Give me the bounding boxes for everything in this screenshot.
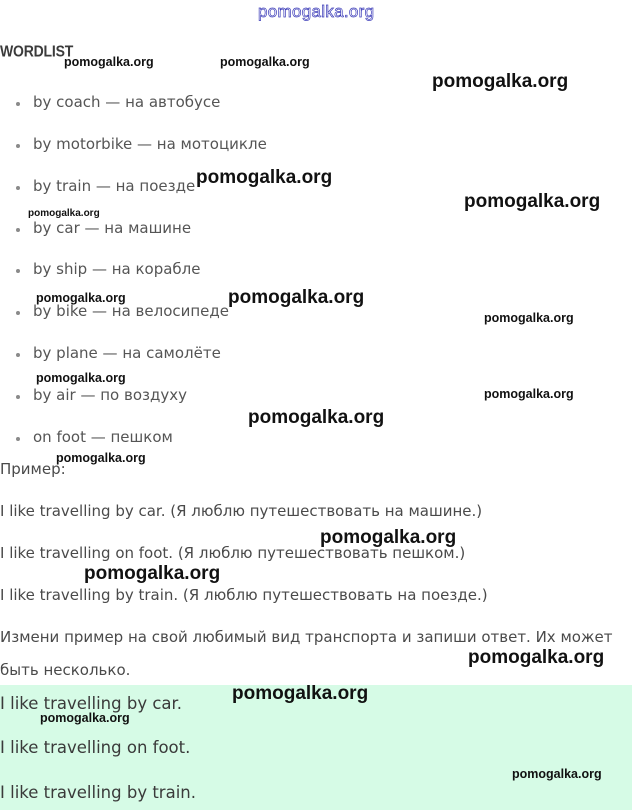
watermark: pomogalka.org bbox=[64, 55, 154, 69]
answer-line: I like travelling on foot. bbox=[0, 738, 191, 757]
bullet-icon bbox=[16, 228, 20, 232]
example-line: I like travelling by car. (Я люблю путешествовать на машине.) bbox=[0, 502, 483, 520]
example-line: I like travelling by train. (Я люблю путешествовать на поезде.) bbox=[0, 586, 488, 604]
watermark: pomogalka.org bbox=[512, 767, 602, 781]
watermark: pomogalka.org bbox=[320, 527, 457, 548]
watermark: pomogalka.org bbox=[232, 683, 369, 704]
wordlist-heading: WORDLIST bbox=[0, 42, 74, 60]
watermark: pomogalka.org bbox=[248, 407, 385, 428]
bullet-icon bbox=[16, 437, 20, 441]
bullet-icon bbox=[16, 311, 20, 315]
watermark: pomogalka.org bbox=[484, 311, 574, 325]
bullet-icon bbox=[16, 353, 20, 357]
example-line: I like travelling on foot. (Я люблю путешествовать пешком.) bbox=[0, 544, 466, 562]
example-label: Пример: bbox=[0, 460, 66, 478]
bullet-icon bbox=[16, 395, 20, 399]
bullet-icon bbox=[16, 102, 20, 106]
watermark: pomogalka.org bbox=[84, 563, 221, 584]
watermark: pomogalka.org bbox=[464, 191, 601, 212]
answer-line: I like travelling by car. bbox=[0, 694, 183, 713]
task-line: быть несколько. bbox=[0, 661, 131, 679]
task-line: Измени пример на свой любимый вид транспорта и запиши ответ. Их может bbox=[0, 628, 613, 646]
watermark: pomogalka.org bbox=[28, 208, 100, 219]
watermark: pomogalka.org bbox=[56, 451, 146, 465]
bullet-icon bbox=[16, 144, 20, 148]
watermark: pomogalka.org bbox=[468, 647, 605, 668]
watermark: pomogalka.org bbox=[36, 291, 126, 305]
answer-line: I like travelling by train. bbox=[0, 783, 196, 802]
watermark: pomogalka.org bbox=[40, 711, 130, 725]
bullet-icon bbox=[16, 186, 20, 190]
watermark: pomogalka.org bbox=[196, 167, 333, 188]
top-watermark: pomogalka.org bbox=[258, 2, 375, 21]
bullet-icon bbox=[16, 269, 20, 273]
watermark: pomogalka.org bbox=[220, 55, 310, 69]
watermark: pomogalka.org bbox=[432, 71, 569, 92]
watermark: pomogalka.org bbox=[228, 287, 365, 308]
watermark: pomogalka.org bbox=[484, 387, 574, 401]
watermark: pomogalka.org bbox=[36, 371, 126, 385]
